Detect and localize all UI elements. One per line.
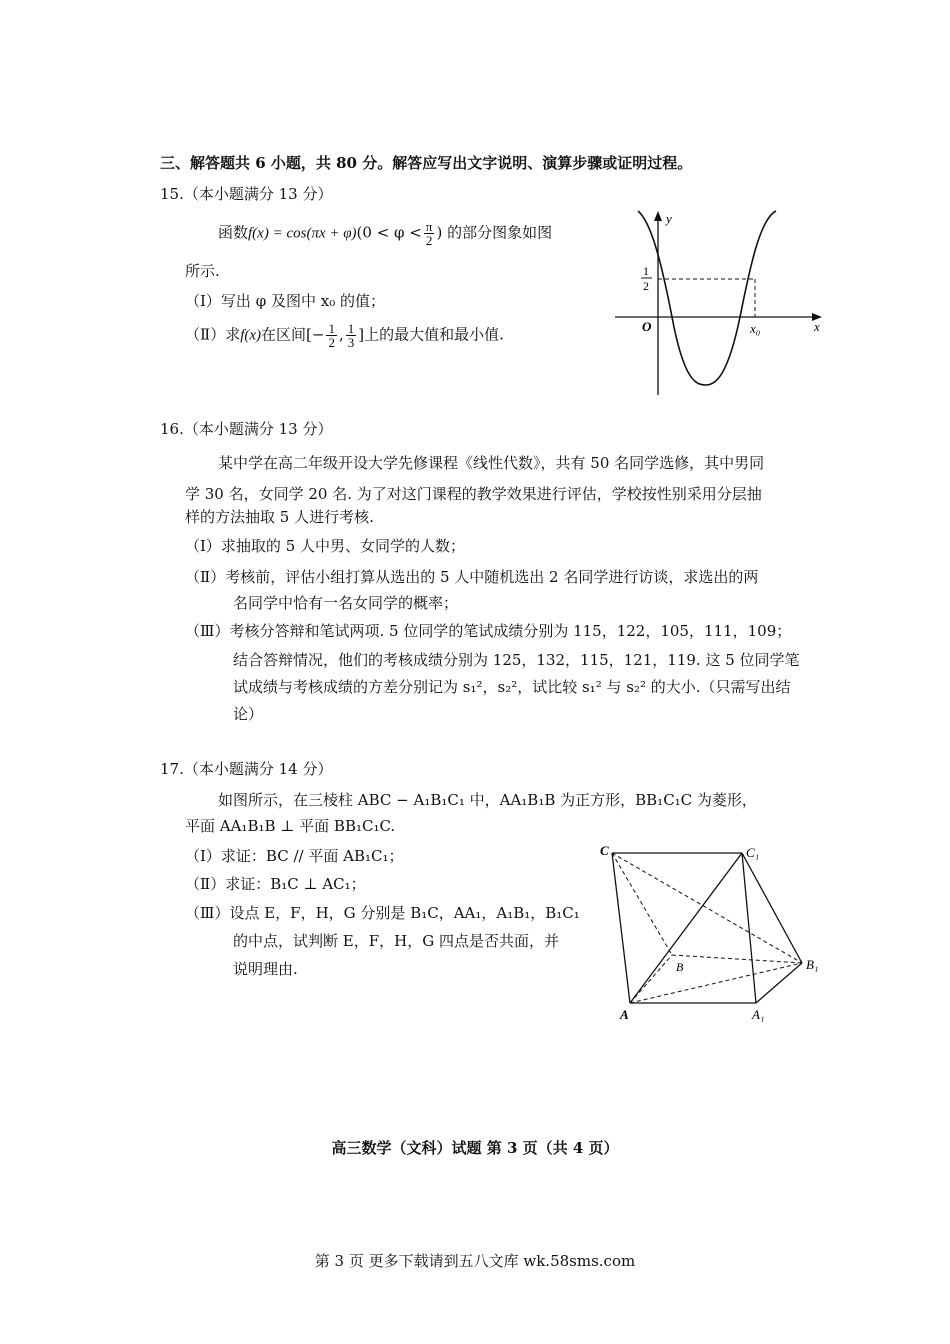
edge-CB <box>612 853 672 955</box>
x-label: x <box>814 319 820 334</box>
q15-stem-mid: (0 < φ < <box>356 223 422 242</box>
page-footer: 高三数学（文科）试题 第 3 页（共 4 页） <box>331 1139 619 1157</box>
q17-prism-figure <box>590 835 830 1025</box>
vertex-A-label: A <box>620 1007 629 1022</box>
y-axis-arrow-icon <box>654 211 662 221</box>
download-watermark: 第 3 页 更多下载请到五八文库 wk.58sms.com <box>314 1252 636 1270</box>
q15-stem <box>218 220 552 247</box>
origin-label: O <box>642 319 652 334</box>
q16-part3-a: （Ⅲ）考核分答辩和笔试两项. 5 位同学的笔试成绩分别为 115，122，105，111，109； <box>185 622 792 640</box>
q15-third: $\frac{1}{3}$ <box>347 321 355 350</box>
edge-CB1 <box>612 853 802 963</box>
q16-line-2: 学 30 名，女同学 20 名. 为了对这门课程的教学效果进行评估，学校按性别采用分层抽 <box>185 485 762 503</box>
q16-part2-b: 名同学中恰有一名女同学的概率； <box>233 594 459 612</box>
q15-stem-suffix: ) 的部分图象如图 <box>436 223 553 242</box>
edge-CA <box>612 853 630 1003</box>
q17-part2: （Ⅱ）求证：B₁C ⊥ AC₁； <box>185 875 366 893</box>
q15-pi-over-2: $\frac{\pi}{2}$ <box>425 219 433 248</box>
q17-title: 17.（本小题满分 14 分） <box>160 760 333 778</box>
q16-line-3: 样的方法抽取 5 人进行考核. <box>185 508 374 526</box>
y-label: y <box>666 211 672 226</box>
q15-title: 15.（本小题满分 13 分） <box>160 185 333 203</box>
edge-AB <box>630 955 672 1003</box>
q16-line-1: 某中学在高二年级开设大学先修课程《线性代数》，共有 50 名同学选修，其中男同 <box>218 454 765 472</box>
q15-part2-prefix: （Ⅱ）求 <box>185 325 241 344</box>
cosine-curve <box>638 211 776 385</box>
q15-half: $\frac{1}{2}$ <box>328 321 335 350</box>
vertex-C-label: C <box>600 843 609 858</box>
q17-line-2: 平面 AA₁B₁B ⊥ 平面 BB₁C₁C. <box>185 817 396 835</box>
vertex-B1-label: B₁ <box>806 957 819 972</box>
q15-part2: （Ⅱ）求f(x)在区间[− $\frac{1}{2}$ , $\frac{1}{3}$ ]上的最大值和最小值. <box>185 321 504 350</box>
vertex-C1-label: C₁ <box>746 845 760 860</box>
q15-stem-prefix: 函数 <box>218 223 249 242</box>
half-label-den: 2 <box>643 279 649 293</box>
x0-label: x₀ <box>750 321 761 336</box>
q16-part2-a: （Ⅱ）考核前，评估小组打算从选出的 5 人中随机选出 2 名同学进行访谈，求选出的两 <box>185 568 759 586</box>
q15-function: f(x) = cos(πx + φ) <box>248 225 357 242</box>
q16-title: 16.（本小题满分 13 分） <box>160 420 333 438</box>
q15-stem-cont: 所示. <box>185 262 220 280</box>
section-header: 三、解答题共 6 小题，共 80 分。解答应写出文字说明、演算步骤或证明过程。 <box>160 154 693 172</box>
q17-part3-c: 说明理由. <box>233 960 298 978</box>
q16-part3-d: 论） <box>233 705 264 723</box>
q15-part2-end: ]上的最大值和最小值. <box>358 325 504 344</box>
q15-part2-fx: f(x) <box>240 327 262 344</box>
q16-part1: （Ⅰ）求抽取的 5 人中男、女同学的人数； <box>185 537 466 555</box>
q17-line-1: 如图所示，在三棱柱 ABC − A₁B₁C₁ 中，AA₁B₁B 为正方形，BB₁C₁C 为菱形， <box>218 791 757 809</box>
q17-part1: （Ⅰ）求证：BC // 平面 AB₁C₁； <box>185 847 404 865</box>
vertex-A1-label: A₁ <box>752 1007 765 1022</box>
q15-part2-mid: 在区间[− <box>261 325 325 344</box>
edge-A1B1 <box>756 963 802 1003</box>
edge-BB1 <box>672 955 802 963</box>
q15-part1: （Ⅰ）写出 φ 及图中 x₀ 的值； <box>185 292 385 310</box>
q17-part3-a: （Ⅲ）设点 E，F，H，G 分别是 B₁C，AA₁，A₁B₁，B₁C₁ <box>185 904 580 922</box>
q16-part3-b: 结合答辩情况，他们的考核成绩分别为 125，132，115，121，119. 这 5 位同学笔 <box>233 651 800 669</box>
q15-cosine-graph <box>600 205 830 405</box>
vertex-B-label: B <box>676 960 684 974</box>
half-label-num: 1 <box>643 264 649 278</box>
q16-part3-c: 试成绩与考核成绩的方差分别记为 s₁²，s₂²，试比较 s₁² 与 s₂² 的大小.（只需写出结 <box>233 678 791 696</box>
edge-AC1 <box>630 853 742 1003</box>
q17-part3-b: 的中点，试判断 E，F，H，G 四点是否共面，并 <box>233 932 559 950</box>
